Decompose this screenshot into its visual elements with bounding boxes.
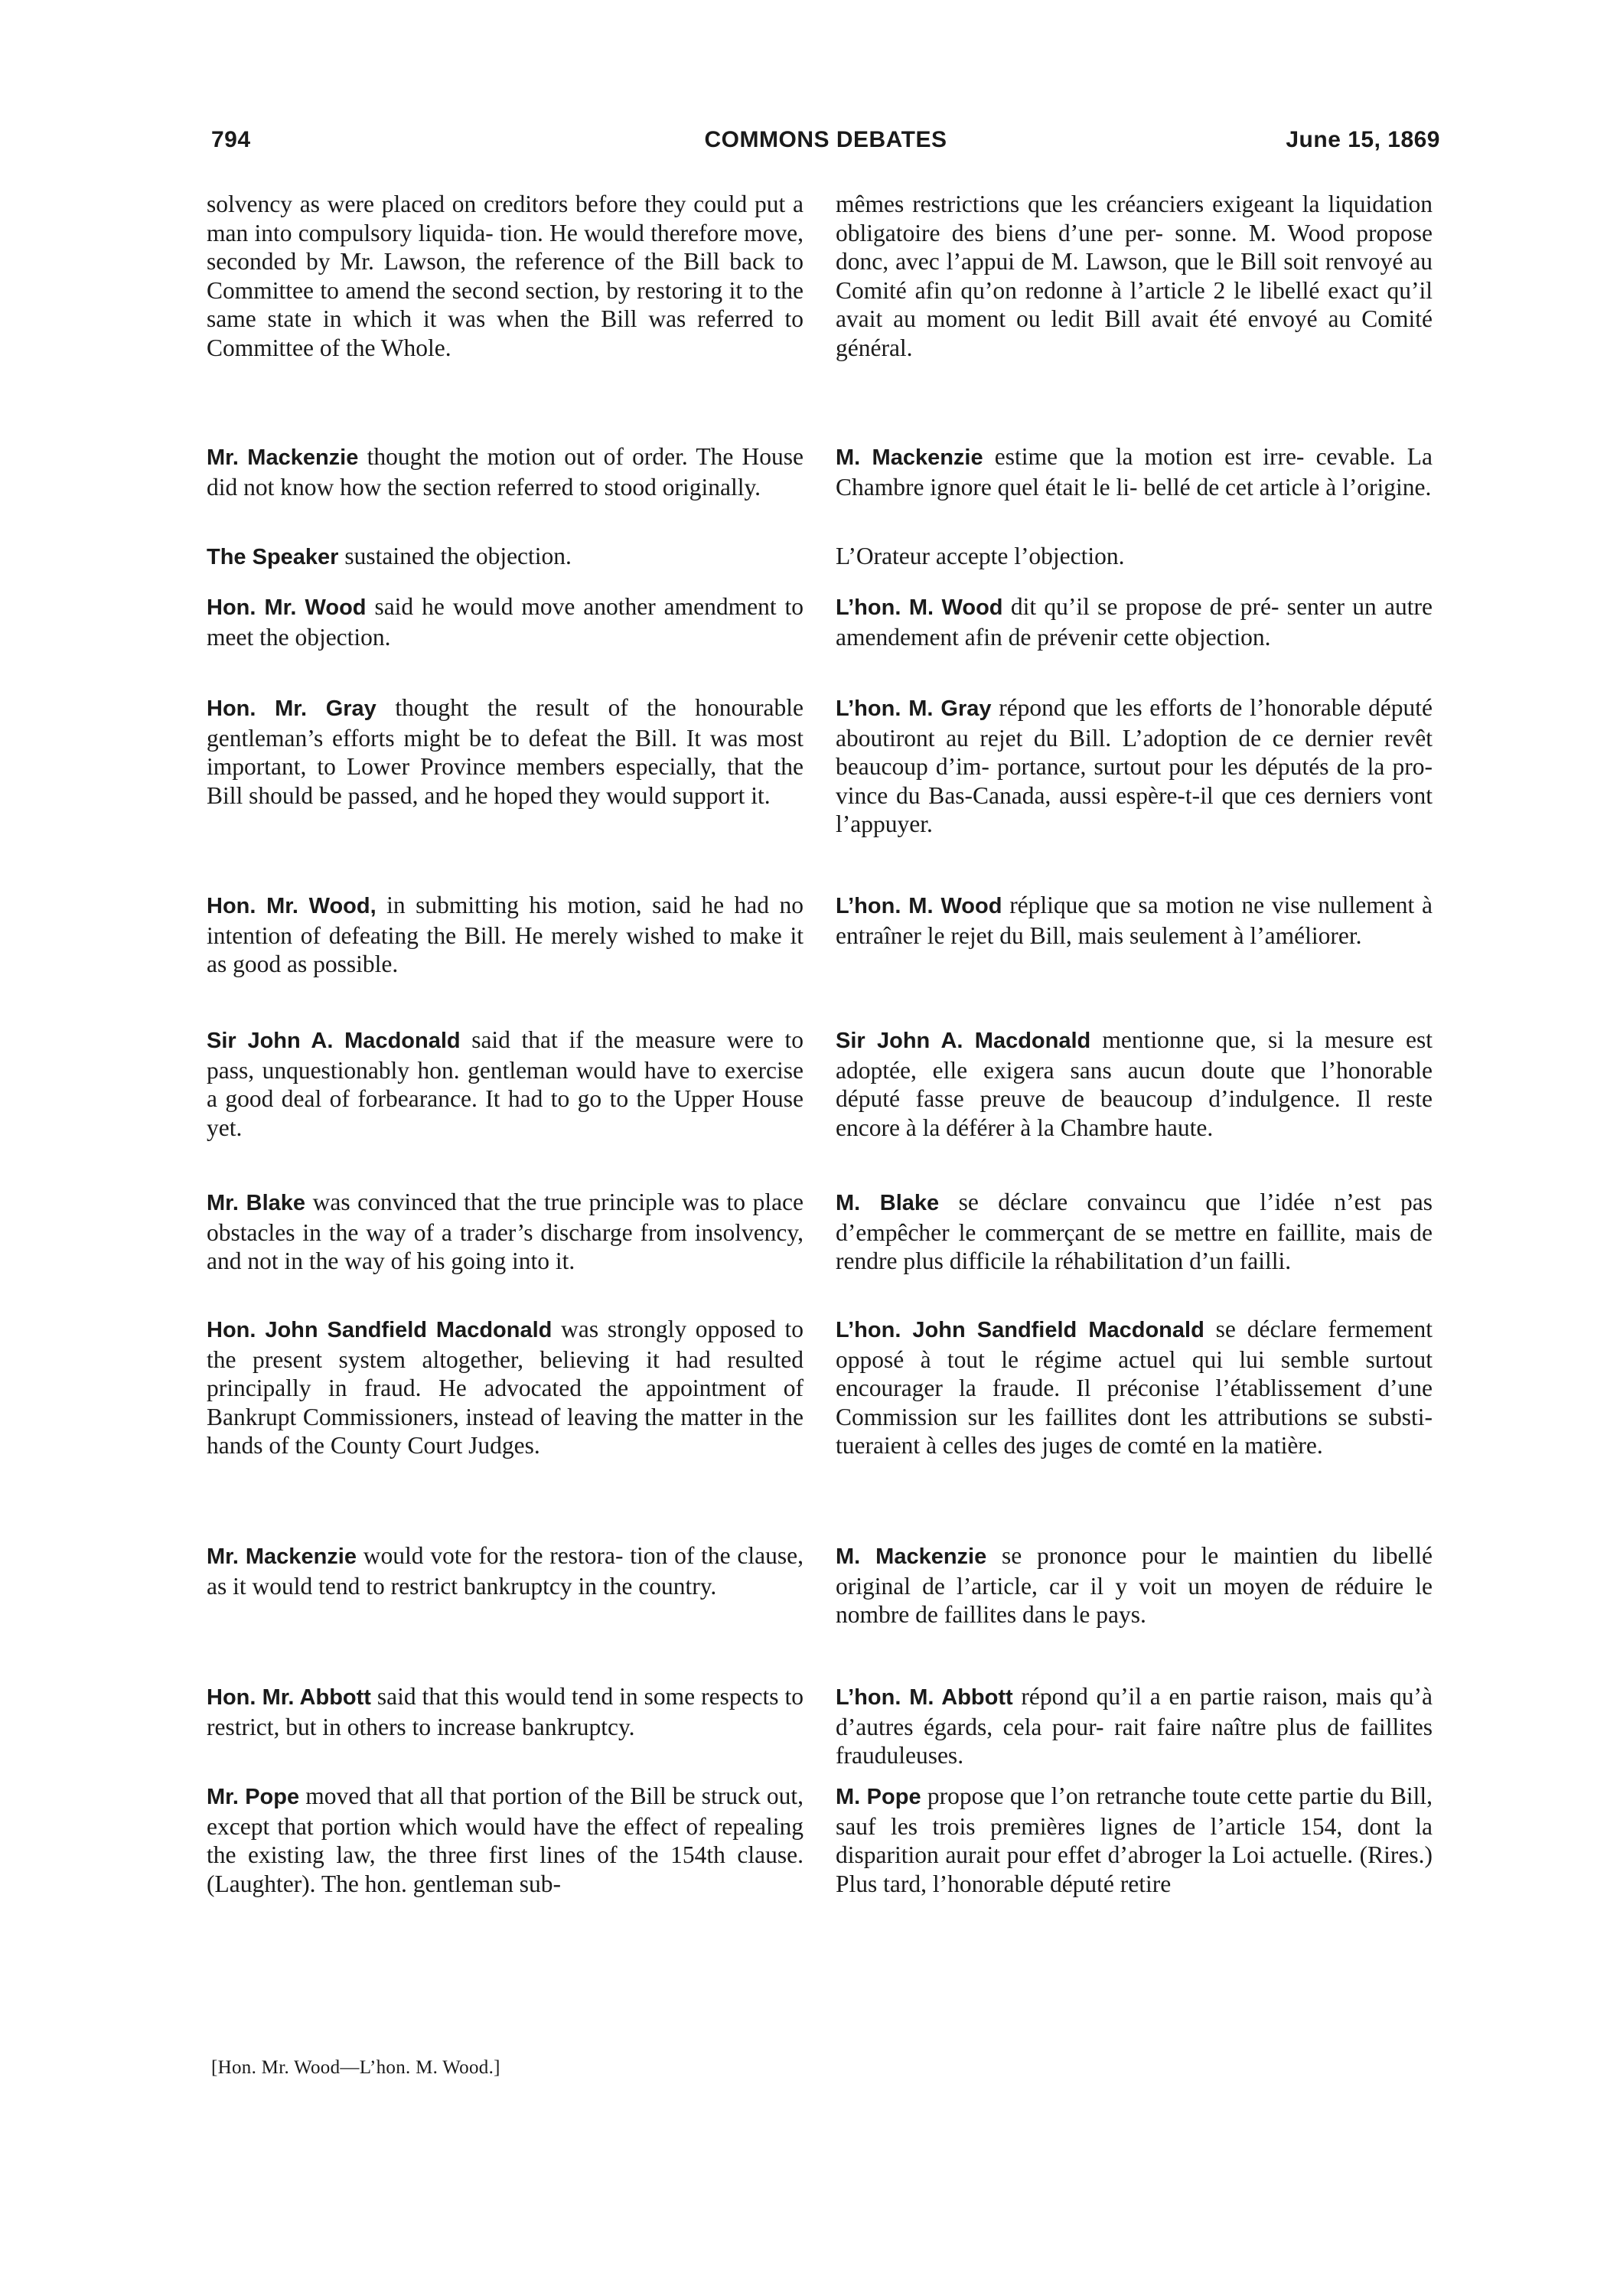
paragraph-en: Hon. Mr. Wood said he would move another amendment to meet the objection. <box>207 593 804 651</box>
speaker-name: L’hon. M. Wood <box>836 894 1002 918</box>
speaker-name: The Speaker <box>207 545 339 569</box>
paragraph-fr: M. Mackenzie se prononce pour le maintien du libellé original de l’article, car il y voit un moyen de réduire le nombre de faillites dans le pays. <box>836 1542 1433 1628</box>
paragraph-fr: M. Mackenzie estime que la motion est irre- cevable. La Chambre ignore quel était le li- bellé de cet article à l’origine. <box>836 443 1433 501</box>
speaker-name: L’hon. M. Gray <box>836 696 992 721</box>
speaker-name: M. Mackenzie <box>836 445 983 470</box>
paragraph-fr: M. Blake se déclare convaincu que l’idée n’est pas d’empêcher le commerçant de se mettre en faillite, mais de rendre plus difficile la réhabilitation d’un failli. <box>836 1189 1433 1274</box>
paragraph-en: The Speaker sustained the objection. <box>207 543 572 569</box>
speaker-name: Hon. Mr. Abbott <box>207 1685 371 1710</box>
paragraph-fr: L’hon. M. Wood dit qu’il se propose de pré- senter un autre amendement afin de prévenir cette objection. <box>836 593 1433 651</box>
paragraph-fr: L’Orateur accepte l’objection. <box>836 543 1125 569</box>
publication-title: COMMONS DEBATES <box>704 127 947 152</box>
speaker-name: Hon. Mr. Gray <box>207 696 376 721</box>
speaker-name: Hon. John Sandfield Macdonald <box>207 1318 553 1342</box>
paragraph-fr: mêmes restrictions que les créanciers exigeant la liquidation obligatoire des biens d’une per- sonne. M. Wood propose donc, avec l’appui de M. Lawson, que le Bill soit renvoyé au Comité afin qu’on redonne à l’article 2 le libellé exact qu’il avait au moment ou ledit Bill avait été envoyé au Comité général. <box>836 191 1433 361</box>
speaker-name: L’hon. M. Wood <box>836 595 1003 620</box>
paragraph-en: Sir John A. Macdonald said that if the measure were to pass, unquestionably hon. gentleman would have to exercise a good deal of forbearance. It had to go to the Upper House yet. <box>207 1026 804 1141</box>
paragraph-fr: Sir John A. Macdonald mentionne que, si la mesure est adoptée, elle exigera sans aucun doute que l’honorable député fasse preuve de beaucoup d’indulgence. Il reste encore à la déférer à la Chambre haute. <box>836 1026 1433 1141</box>
speaker-name: Mr. Mackenzie <box>207 445 359 470</box>
paragraph-en: Mr. Mackenzie would vote for the restora- tion of the clause, as it would tend to restrict bankruptcy in the country. <box>207 1542 804 1600</box>
paragraph-fr: L’hon. M. Gray répond que les efforts de l’honorable député aboutiront au rejet du Bill. L’adoption de ce dernier revêt beaucoup d’im- portance, surtout pour les députés de la pro- vince du Bas-Canada, aussi espère-t-il que ces derniers vont l’appuyer. <box>836 694 1433 837</box>
speaker-name: Sir John A. Macdonald <box>207 1029 461 1053</box>
paragraph-en: Mr. Mackenzie thought the motion out of order. The House did not know how the section referred to stood originally. <box>207 443 804 501</box>
footer-speaker-reference: [Hon. Mr. Wood—L’hon. M. Wood.] <box>211 2057 500 2078</box>
paragraph-en: Hon. Mr. Gray thought the result of the honourable gentleman’s efforts might be to defeat the Bill. It was most important, to Lower Province members especially, that the Bill should be passed, and he hoped they would support it. <box>207 694 804 809</box>
paragraph-en: Mr. Pope moved that all that portion of the Bill be struck out, except that portion which would have the effect of repealing the existing law, the three first lines of the 154th clause. (Laughter). The hon. gentleman sub- <box>207 1782 804 1897</box>
page-number: 794 <box>211 127 251 152</box>
paragraph-en: Hon. Mr. Abbott said that this would tend in some respects to restrict, but in others to increase bankruptcy. <box>207 1683 804 1740</box>
paragraph-en: solvency as were placed on creditors before they could put a man into compulsory liquida- tion. He would therefore move, seconded by Mr. Lawson, the reference of the Bill back to Committee to amend the second section, by restoring it to the same state in which it was when the Bill was referred to Committee of the Whole. <box>207 191 804 361</box>
speaker-name: L’hon. John Sandfield Macdonald <box>836 1318 1204 1342</box>
paragraph-fr: M. Pope propose que l’on retranche toute cette partie du Bill, sauf les trois premières lignes de l’article 154, dont la disparition aurait pour effet d’abroger la Loi actuelle. (Rires.) Plus tard, l’honorable député retire <box>836 1782 1433 1897</box>
speaker-name: L’hon. M. Abbott <box>836 1685 1013 1710</box>
paragraph-en: Mr. Blake was convinced that the true principle was to place obstacles in the way of a trader’s discharge from insolvency, and not in the way of his going into it. <box>207 1189 804 1274</box>
speaker-name: M. Pope <box>836 1785 921 1809</box>
paragraph-en: Hon. Mr. Wood, in submitting his motion, said he had no intention of defeating the Bill. He merely wished to make it as good as possible. <box>207 892 804 977</box>
page-date: June 15, 1869 <box>1286 127 1440 152</box>
speaker-name: M. Mackenzie <box>836 1544 987 1569</box>
speaker-name: Mr. Blake <box>207 1191 306 1215</box>
paragraph-fr: L’hon. M. Wood réplique que sa motion ne vise nullement à entraîner le rejet du Bill, mais seulement à l’améliorer. <box>836 892 1433 949</box>
speaker-name: Mr. Mackenzie <box>207 1544 357 1569</box>
paragraph-fr: L’hon. M. Abbott répond qu’il a en partie raison, mais qu’à d’autres égards, cela pour- rait faire naître plus de faillites frauduleuses. <box>836 1683 1433 1769</box>
speaker-name: Hon. Mr. Wood, <box>207 894 376 918</box>
speaker-name: Sir John A. Macdonald <box>836 1029 1091 1053</box>
speaker-name: Hon. Mr. Wood <box>207 595 367 620</box>
paragraph-en: Hon. John Sandfield Macdonald was strongly opposed to the present system altogether, believing it had resulted principally in fraud. He advocated the appointment of Bankrupt Commissioners, instead of leaving the matter in the hands of the County Court Judges. <box>207 1316 804 1459</box>
paragraph-fr: L’hon. John Sandfield Macdonald se déclare fermement opposé à tout le régime actuel qui lui semble surtout encourager la fraude. Il préconise l’établissement d’une Commission sur les faillites dont les attributions se substi- tueraient à celles des juges de comté en la matière. <box>836 1316 1433 1459</box>
running-head <box>211 127 1440 161</box>
speaker-name: Mr. Pope <box>207 1785 300 1809</box>
speaker-name: M. Blake <box>836 1191 940 1215</box>
